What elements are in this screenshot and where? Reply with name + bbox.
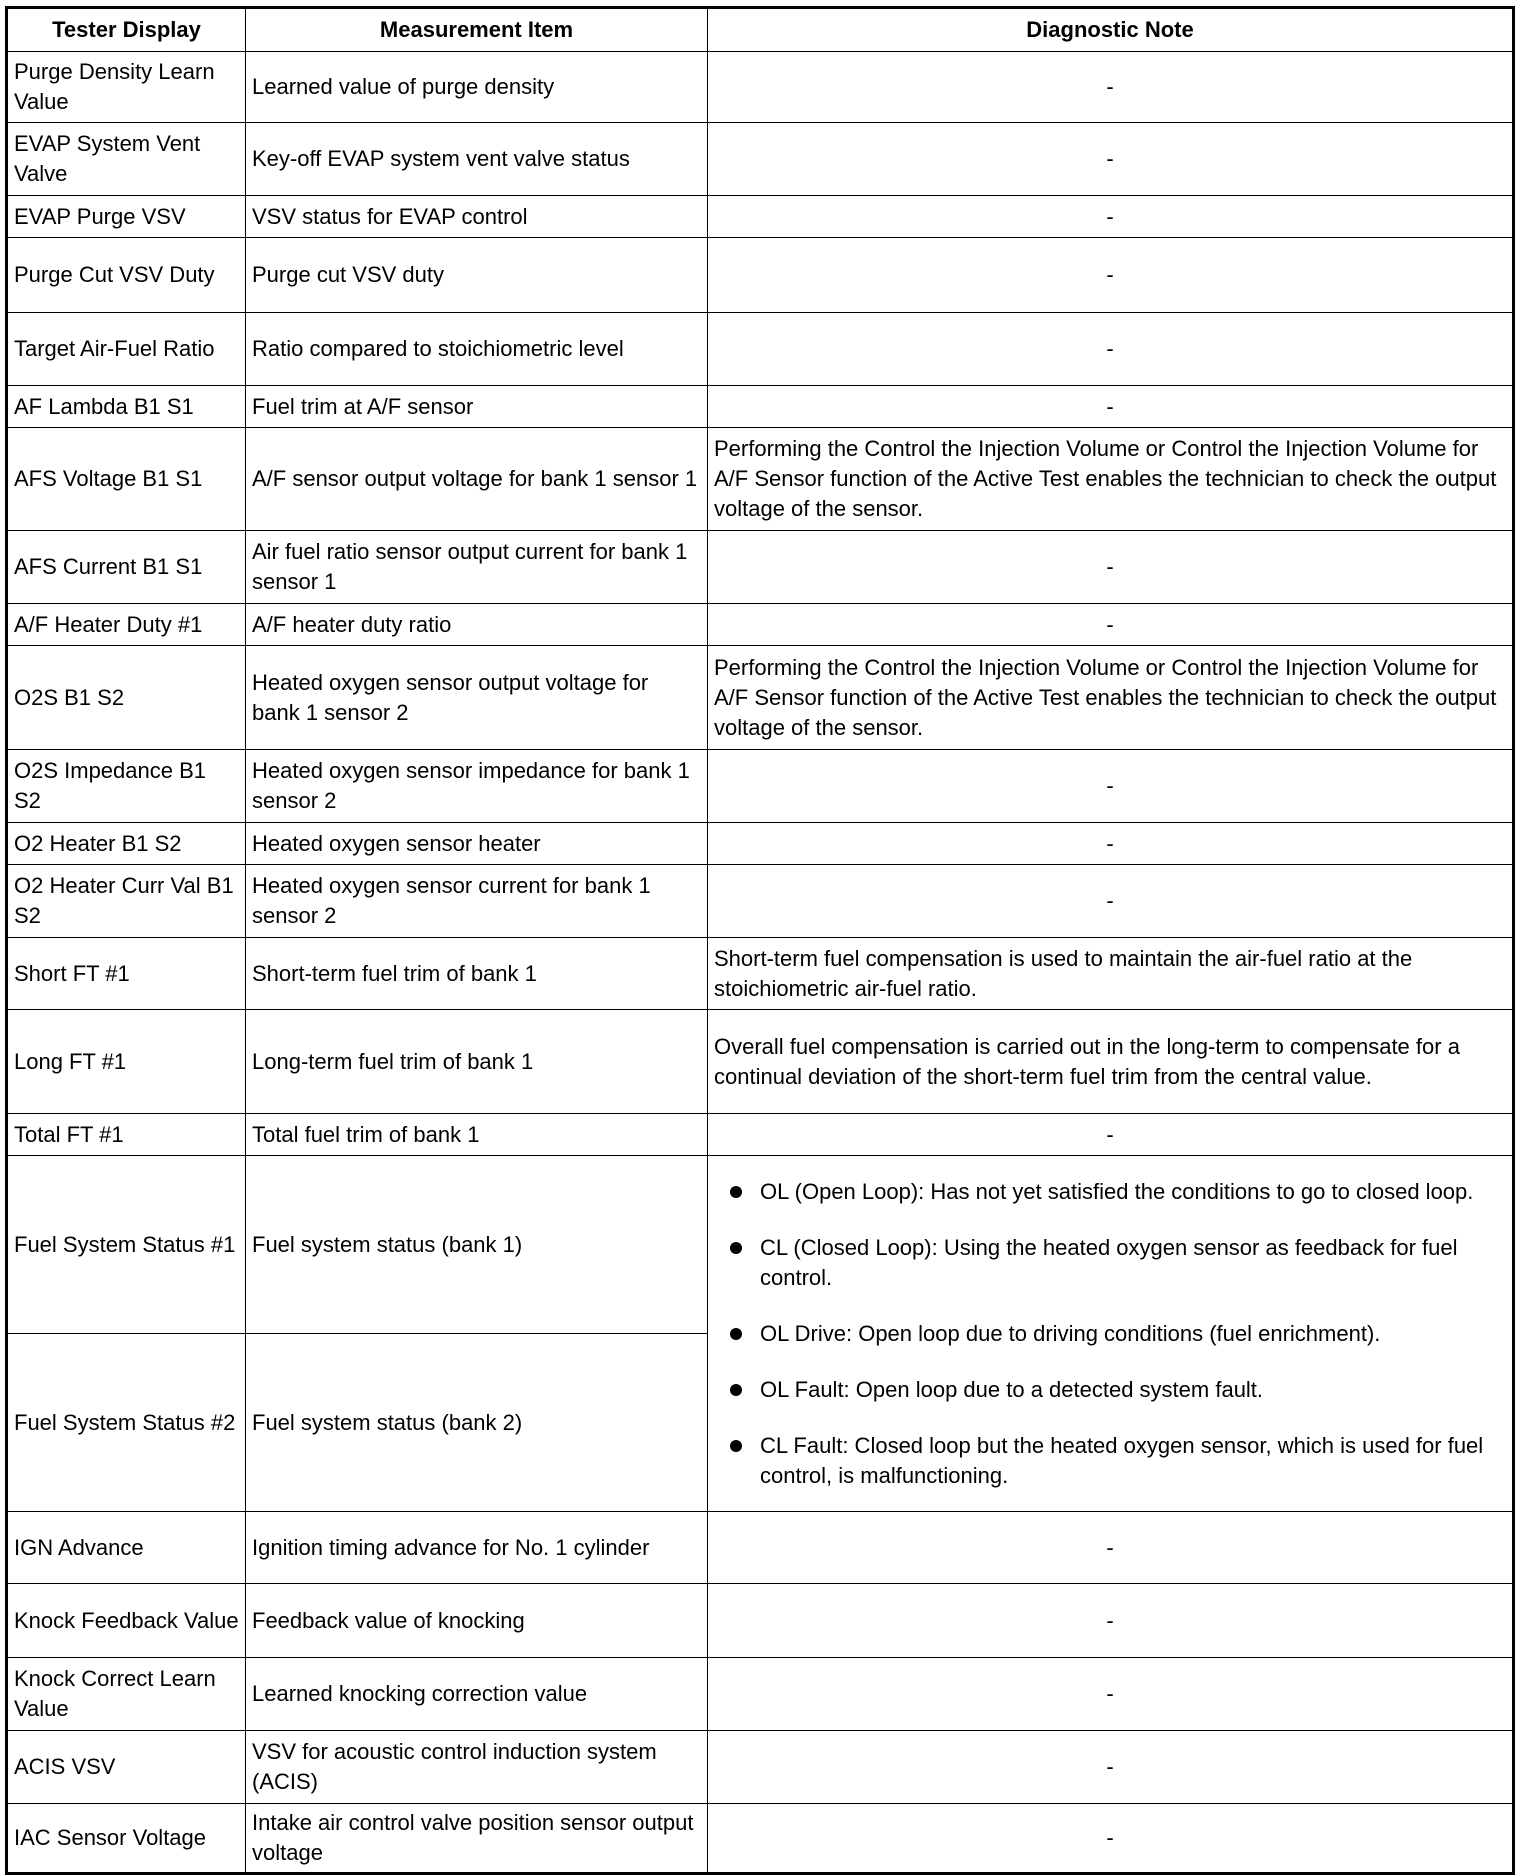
measurement-item-cell: Short-term fuel trim of bank 1 [246,938,708,1010]
tester-display-cell: EVAP System Vent Valve [7,123,246,196]
diagnostic-note-cell: Overall fuel compensation is carried out in the long-term to compensate for a continual deviation of the short-term fuel trim from the central value. [708,1010,1514,1114]
table-row [7,238,1514,313]
measurement-item-cell: A/F sensor output voltage for bank 1 sensor 1 [246,428,708,531]
diagnostic-note-cell: - [708,1584,1514,1658]
measurement-item-cell: Ignition timing advance for No. 1 cylinder [246,1512,708,1584]
tester-display-cell: AFS Voltage B1 S1 [7,428,246,531]
bullet-icon [730,1440,742,1452]
measurement-item-cell: Purge cut VSV duty [246,238,708,313]
table-row [7,1010,1514,1114]
diagnostic-note-cell: - [708,1114,1514,1156]
bullet-icon [730,1328,742,1340]
measurement-item-cell: Heated oxygen sensor impedance for bank 1 sensor 2 [246,750,708,823]
table-row [7,1156,1514,1334]
table-row [7,123,1514,196]
table-row [7,604,1514,646]
table-row [7,1804,1514,1874]
table-row [7,531,1514,604]
diagnostic-note-cell: - [708,865,1514,938]
table-row [7,646,1514,750]
tester-display-cell: O2S B1 S2 [7,646,246,750]
fuel-status-list [714,1169,1506,1499]
header-diagnostic-note: Diagnostic Note [708,8,1514,52]
table-row [7,750,1514,823]
table-row [7,428,1514,531]
list-item [760,1233,1506,1293]
table-row [7,196,1514,238]
tester-display-cell: O2 Heater Curr Val B1 S2 [7,865,246,938]
diagnostic-note-cell: - [708,123,1514,196]
tester-display-cell: Fuel System Status #1 [7,1156,246,1334]
measurement-item-cell: Learned value of purge density [246,52,708,123]
tester-display-cell: Purge Cut VSV Duty [7,238,246,313]
measurement-item-cell: Key-off EVAP system vent valve status [246,123,708,196]
bullet-icon [730,1384,742,1396]
measurement-item-cell: Air fuel ratio sensor output current for bank 1 sensor 1 [246,531,708,604]
table-row [7,938,1514,1010]
diagnostic-note-cell: Performing the Control the Injection Volume or Control the Injection Volume for A/F Sensor function of the Active Test enables the technician to check the output voltage of the sensor. [708,428,1514,531]
tester-display-cell: A/F Heater Duty #1 [7,604,246,646]
tester-display-cell: ACIS VSV [7,1731,246,1804]
tester-display-cell: EVAP Purge VSV [7,196,246,238]
diagnostic-note-cell: - [708,1512,1514,1584]
diagnostic-note-cell: - [708,238,1514,313]
diagnostic-note-cell: - [708,386,1514,428]
tester-display-cell: AFS Current B1 S1 [7,531,246,604]
fuel-status-note: CL (Closed Loop): Using the heated oxygen sensor as feedback for fuel control. [760,1234,1458,1290]
tester-display-cell: Long FT #1 [7,1010,246,1114]
tester-display-cell: IAC Sensor Voltage [7,1804,246,1874]
diagnostic-note-cell: - [708,1658,1514,1731]
tester-display-cell: O2 Heater B1 S2 [7,823,246,865]
diagnostic-note-cell: Performing the Control the Injection Volume or Control the Injection Volume for A/F Sensor function of the Active Test enables the technician to check the output voltage of the sensor. [708,646,1514,750]
tester-display-cell: Fuel System Status #2 [7,1334,246,1512]
measurement-item-cell: Total fuel trim of bank 1 [246,1114,708,1156]
fuel-status-notes-cell [708,1156,1514,1512]
table-row [7,313,1514,386]
fuel-status-note: OL Fault: Open loop due to a detected system fault. [760,1376,1264,1402]
fuel-status-note: CL Fault: Closed loop but the heated oxygen sensor, which is used for fuel control, is malfunctioning. [760,1432,1484,1488]
diagnostic-note-cell: - [708,604,1514,646]
tester-display-cell: O2S Impedance B1 S2 [7,750,246,823]
header-measurement-item: Measurement Item [246,8,708,52]
list-item [760,1177,1506,1207]
measurement-item-cell: VSV for acoustic control induction system (ACIS) [246,1731,708,1804]
table-row [7,1658,1514,1731]
measurement-item-cell: Heated oxygen sensor output voltage for bank 1 sensor 2 [246,646,708,750]
table-row [7,1114,1514,1156]
table-row [7,1512,1514,1584]
list-item [760,1375,1506,1405]
list-item [760,1431,1506,1491]
diagnostic-note-cell: Short-term fuel compensation is used to maintain the air-fuel ratio at the stoichiometric air-fuel ratio. [708,938,1514,1010]
diagnostic-note-cell: - [708,1804,1514,1874]
tester-display-cell: Knock Feedback Value [7,1584,246,1658]
measurement-item-cell: Fuel system status (bank 2) [246,1334,708,1512]
measurement-item-cell: Heated oxygen sensor heater [246,823,708,865]
measurement-item-cell: A/F heater duty ratio [246,604,708,646]
measurement-item-cell: Heated oxygen sensor current for bank 1 sensor 2 [246,865,708,938]
diagnostic-note-cell: - [708,823,1514,865]
data-list-table [5,6,1515,1875]
header-tester-display: Tester Display [7,8,246,52]
table-row [7,1584,1514,1658]
measurement-item-cell: VSV status for EVAP control [246,196,708,238]
diagnostic-note-cell: - [708,313,1514,386]
measurement-item-cell: Learned knocking correction value [246,1658,708,1731]
table-row [7,823,1514,865]
measurement-item-cell: Feedback value of knocking [246,1584,708,1658]
bullet-icon [730,1242,742,1254]
diagnostic-note-cell: - [708,196,1514,238]
diagnostic-note-cell: - [708,531,1514,604]
list-item [760,1319,1506,1349]
header-row [7,8,1514,52]
tester-display-cell: Purge Density Learn Value [7,52,246,123]
measurement-item-cell: Long-term fuel trim of bank 1 [246,1010,708,1114]
measurement-item-cell: Intake air control valve position sensor output voltage [246,1804,708,1874]
table-row [7,386,1514,428]
tester-display-cell: IGN Advance [7,1512,246,1584]
tester-display-cell: Total FT #1 [7,1114,246,1156]
tester-display-cell: Short FT #1 [7,938,246,1010]
measurement-item-cell: Fuel system status (bank 1) [246,1156,708,1334]
measurement-item-cell: Ratio compared to stoichiometric level [246,313,708,386]
table-row [7,52,1514,123]
diagnostic-note-cell: - [708,750,1514,823]
fuel-status-note: OL (Open Loop): Has not yet satisfied the conditions to go to closed loop. [760,1178,1474,1204]
table-row [7,865,1514,938]
bullet-icon [730,1186,742,1198]
diagnostic-note-cell: - [708,1731,1514,1804]
tester-display-cell: Knock Correct Learn Value [7,1658,246,1731]
diagnostic-note-cell: - [708,52,1514,123]
measurement-item-cell: Fuel trim at A/F sensor [246,386,708,428]
tester-display-cell: AF Lambda B1 S1 [7,386,246,428]
tester-display-cell: Target Air-Fuel Ratio [7,313,246,386]
table-row [7,1731,1514,1804]
fuel-status-note: OL Drive: Open loop due to driving conditions (fuel enrichment). [760,1320,1381,1346]
